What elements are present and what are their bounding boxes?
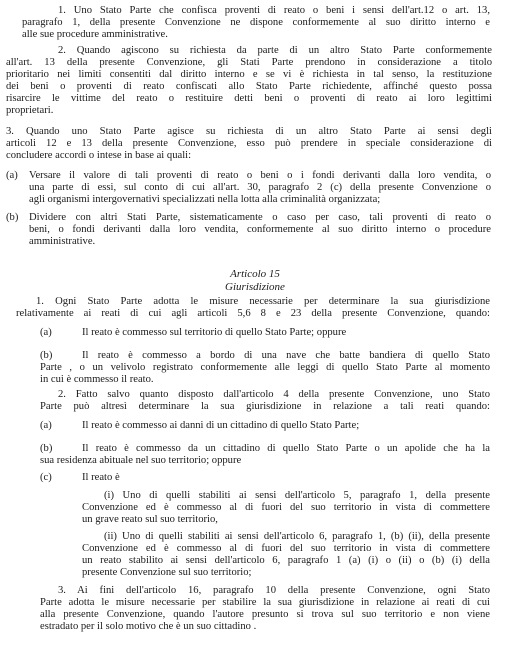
article-paragraph-1-a (82, 327, 490, 339)
text-line: un grave reato sul suo territorio, (82, 514, 218, 525)
item-label: (a) (40, 327, 52, 338)
text-line: risarcire le vittime del reato o restituire detti beni o proventi di reato ai loro legittimi (6, 93, 492, 104)
text-line: paragrafo 1, della presente Convenzione ne dispone conformemente al suo diritto interno e (22, 17, 490, 28)
text-line: alle sue procedure amministrative. (22, 29, 168, 40)
text-line: Il reato è commesso a bordo di una nave che batte bandiera di quello Stato (82, 350, 490, 361)
article-heading: Articolo 15 (230, 268, 280, 280)
article-paragraph-2-c (82, 472, 490, 484)
text-line: Parte adotta le misure necessarie per stabilire la sua giurisdizione in relazione ai reati di cui (40, 597, 490, 608)
text-line: all'art. 13 della presente Convenzione, gli Stati Parte prendono in considerazione a titolo (6, 57, 492, 68)
item-label: (c) (40, 472, 52, 483)
text-line: prioritario nei limiti consentiti dal diritto interno e se vi è richiesta in tal senso, la restituzione (6, 69, 492, 80)
text-line: Dividere con altri Stati Parte, sistematicamente o caso per caso, tali proventi di reato o (29, 212, 491, 223)
text-line: Parte può altresì determinare la sua giurisdizione in relazione a tali reati quando: (40, 401, 490, 412)
item-label: (b) (40, 350, 53, 361)
text-line: 3. Ai fini dell'articolo 16, paragrafo 10 della presente Convenzione, ogni Stato (58, 585, 490, 596)
text-line: in cui è commesso il reato. (40, 374, 154, 385)
text-line: Convenzione ed è commesso al di fuori del suo territorio in vista di commettere (82, 543, 490, 554)
text-line: Il reato è commesso da un cittadino di quello Stato Parte o un apolide che ha la (82, 443, 490, 454)
item-label: (b) (6, 212, 19, 223)
article-title: Giurisdizione (225, 281, 285, 293)
text-line: Convenzione ed è commesso al di fuori del suo territorio in vista di commettere (82, 502, 490, 513)
text-line: (ii) Uno di quelli stabiliti ai sensi dell'articolo 6, paragrafo 1, (b) (ii), della presente (104, 531, 490, 542)
text-line: Parte , o un velivolo registrato conformemente alle leggi di quello Stato Parte al momento (40, 362, 490, 373)
text-line: 2. Fatto salvo quanto disposto dall'articolo 4 della presente Convenzione, uno Stato (58, 389, 490, 400)
article-paragraph-2-b (40, 443, 490, 467)
text-line: Il reato è (82, 472, 120, 483)
text-line: 2. Quando agiscono su richiesta da parte di un altro Stato Parte conformemente (58, 45, 492, 56)
text-line: concludere accordi o intese in base ai quali: (6, 150, 192, 161)
paragraph-2-restitution (6, 45, 492, 117)
article-paragraph-2-a (82, 420, 490, 432)
text-line: 1. Ogni Stato Parte adotta le misure necessarie per determinare la sua giurisdizione (36, 296, 490, 307)
item-a-transfer (29, 170, 491, 206)
item-b-share (29, 212, 491, 248)
text-line: 3. Quando uno Stato Parte agisce su richiesta di un altro Stato Parte ai sensi degli (6, 126, 492, 137)
text-line: sua residenza abituale nel suo territorio; oppure (40, 455, 242, 466)
paragraph-3-agreements (6, 126, 492, 162)
text-line: relativamente ai reati di cui agli articoli 5,6 8 e 23 della presente Convenzione, quando: (16, 308, 490, 319)
text-line: 1. Uno Stato Parte che confisca proventi di reato o beni i sensi dell'art.12 o art. 13, (58, 5, 490, 16)
article-paragraph-2-c-ii (82, 531, 490, 579)
text-line: (i) Uno di quelli stabiliti ai sensi dell'articolo 5, paragrafo 1, della presente (104, 490, 490, 501)
text-line: alla presente Convenzione, quando l'autore presunto si trova sul suo territorio e non viene (40, 609, 490, 620)
text-line: estradato per il solo motivo che è un suo cittadino . (40, 621, 257, 632)
article-paragraph-1 (16, 296, 490, 320)
item-label: (a) (6, 170, 18, 181)
text-line: articoli 12 e 13 della presente Convenzione, esso può prendere in speciale considerazione di (6, 138, 492, 149)
item-label: (a) (40, 420, 52, 431)
text-line: beni, o fondi derivanti dalla loro vendita, conformemente al suo diritto interno o procedure (29, 224, 491, 235)
text-line: amministrative. (29, 236, 96, 247)
text-line: un reato stabilito ai sensi dell'articolo 6, paragrafo 1 (a) (i) o (ii) o (b) (i) della (82, 555, 490, 566)
article-paragraph-1-b (40, 350, 490, 386)
text-line: Il reato è commesso sul territorio di quello Stato Parte; oppure (82, 327, 347, 338)
paragraph-1-confiscation (22, 5, 490, 41)
text-line: Il reato è commesso ai danni di un cittadino di quello Stato Parte; (82, 420, 360, 431)
article-paragraph-2 (40, 389, 490, 413)
item-label: (b) (40, 443, 53, 454)
text-line: dei beni o proventi di reato confiscati allo Stato Parte richiedente, affinché questo possa (6, 81, 492, 92)
text-line: Versare il valore di tali proventi di reato o beni o i fondi derivanti dalla loro vendita, o (29, 170, 491, 181)
text-line: una parte di essi, sul conto di cui all'art. 30, paragrafo 2 (c) della presente Convenzione o (29, 182, 491, 193)
article-paragraph-2-c-i (82, 490, 490, 526)
text-line: agli organismi intergovernativi specializzati nella lotta alla criminalità organizzata; (29, 194, 381, 205)
text-line: proprietari. (6, 105, 54, 116)
text-line: presente Convenzione sul suo territorio; (82, 567, 252, 578)
article-paragraph-3 (40, 585, 490, 633)
